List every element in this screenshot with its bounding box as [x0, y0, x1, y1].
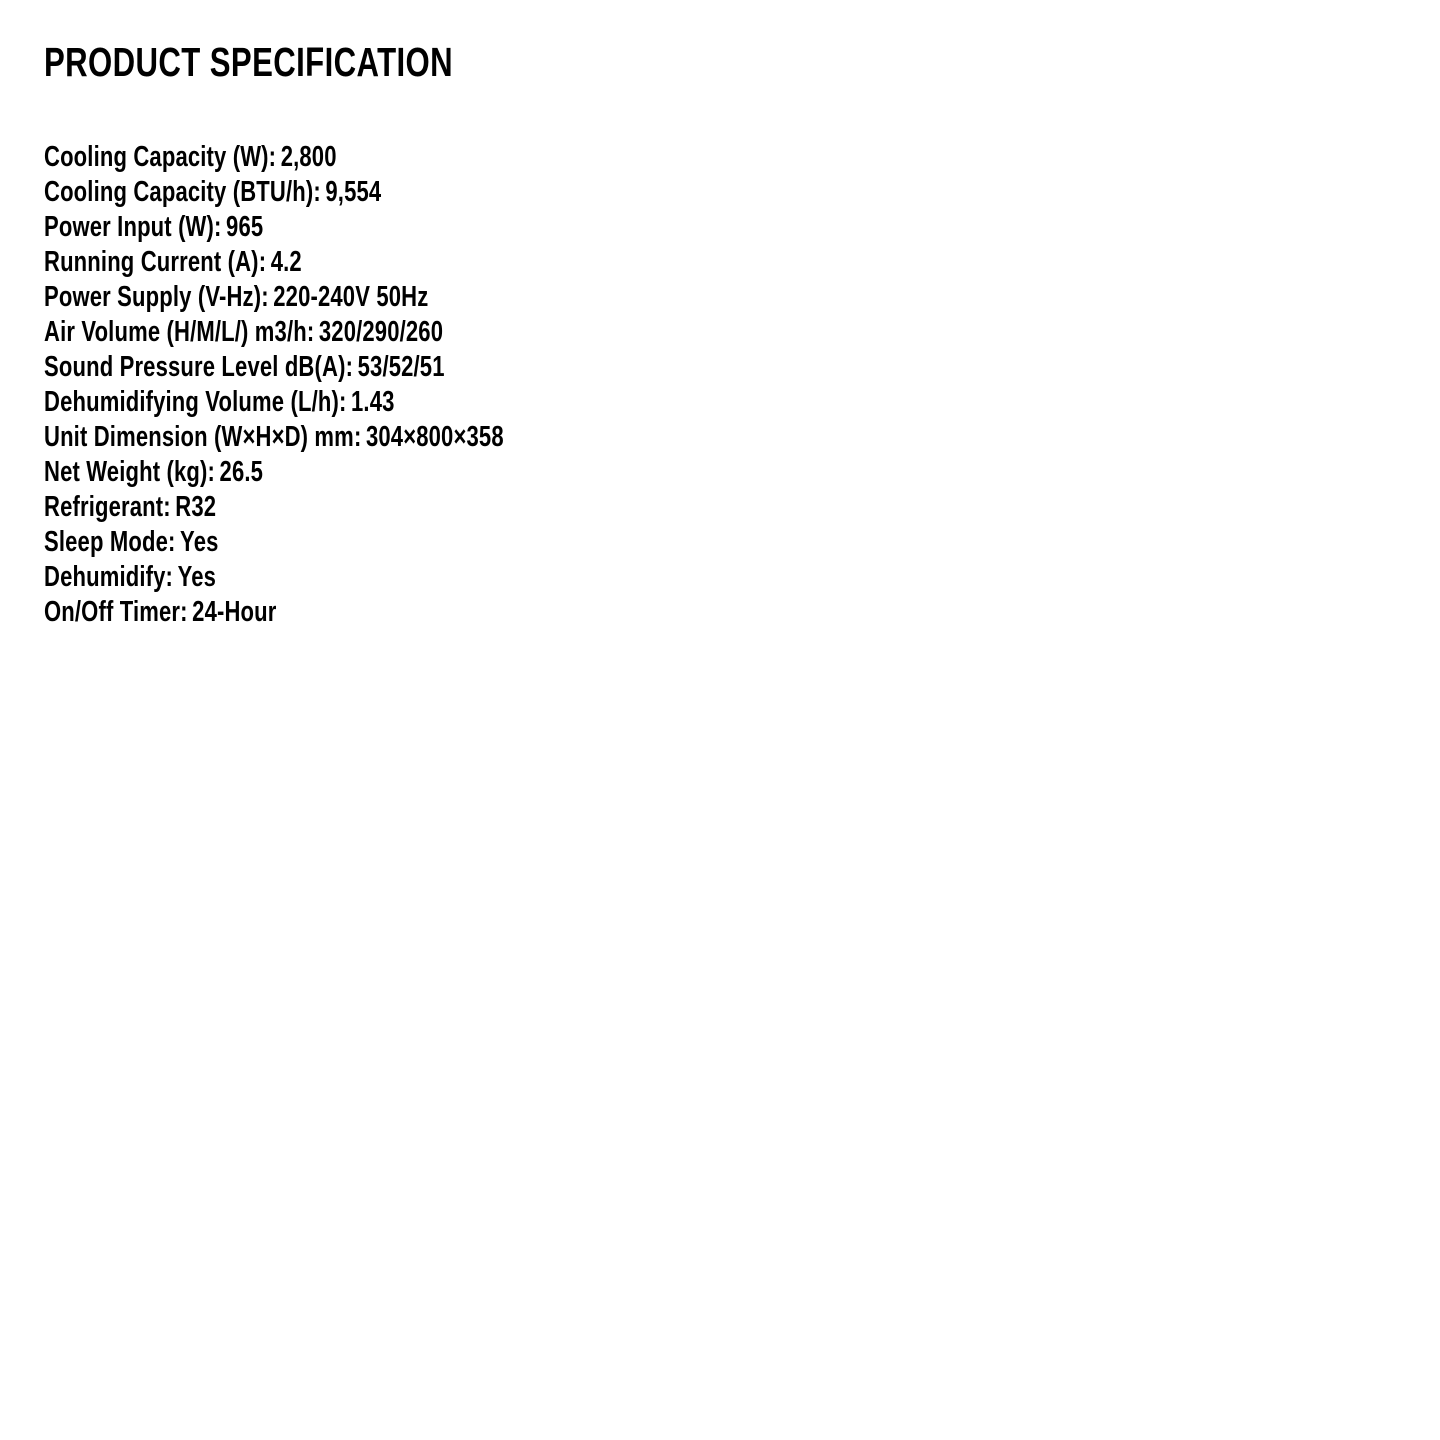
- spec-value: 304×800×358: [365, 421, 504, 453]
- spec-row: [44, 140, 1440, 175]
- spec-row-text: [44, 455, 263, 490]
- spec-separator: :: [306, 316, 315, 348]
- spec-row-text: [44, 315, 443, 350]
- spec-label: Unit Dimension (W×H×D) mm: [44, 421, 354, 453]
- spec-value: 26.5: [219, 456, 264, 488]
- spec-label: Cooling Capacity (BTU/h): [44, 176, 314, 208]
- spec-label: Net Weight (kg): [44, 456, 208, 488]
- spec-value: Yes: [180, 526, 219, 558]
- spec-separator: :: [353, 421, 362, 453]
- spec-row: [44, 560, 1440, 595]
- spec-label: Power Input (W): [44, 211, 215, 243]
- spec-value: 24-Hour: [192, 596, 277, 628]
- spec-label: Cooling Capacity (W): [44, 141, 269, 173]
- spec-row-text: [44, 140, 337, 175]
- spec-separator: :: [261, 281, 269, 313]
- spec-separator: :: [163, 491, 171, 523]
- spec-row: [44, 455, 1440, 490]
- spec-row: [44, 350, 1440, 385]
- spec-value: 965: [226, 211, 264, 243]
- spec-row-text: [44, 245, 302, 280]
- spec-row: [44, 245, 1440, 280]
- spec-row: [44, 525, 1440, 560]
- spec-row: [44, 490, 1440, 525]
- page-title-text: PRODUCT SPECIFICATION: [44, 39, 454, 85]
- spec-value: R32: [175, 491, 217, 523]
- spec-label: Sleep Mode: [44, 526, 168, 558]
- spec-label: Power Supply (V-Hz): [44, 281, 262, 313]
- page-title: [44, 40, 1440, 88]
- spec-value: 220-240V 50Hz: [273, 281, 429, 313]
- spec-row-text: [44, 525, 219, 560]
- spec-row: [44, 420, 1440, 455]
- spec-separator: :: [345, 351, 354, 383]
- spec-row: [44, 210, 1440, 245]
- spec-value: 320/290/260: [318, 316, 444, 348]
- spec-separator: :: [268, 141, 277, 173]
- spec-row: [44, 175, 1440, 210]
- spec-list: [44, 140, 1440, 630]
- spec-row: [44, 280, 1440, 315]
- spec-document: [0, 0, 1440, 630]
- spec-row: [44, 385, 1440, 420]
- spec-label: Air Volume (H/M/L/) m3/h: [44, 316, 307, 348]
- spec-row-text: [44, 350, 445, 385]
- spec-separator: :: [258, 246, 267, 278]
- spec-row-text: [44, 385, 395, 420]
- spec-value: 4.2: [270, 246, 302, 278]
- spec-row-text: [44, 280, 428, 315]
- spec-label: Refrigerant: [44, 491, 164, 523]
- spec-label: On/Off Timer: [44, 596, 181, 628]
- spec-row-text: [44, 210, 263, 245]
- spec-value: Yes: [177, 561, 217, 593]
- spec-row-text: [44, 560, 216, 595]
- spec-separator: :: [165, 561, 174, 593]
- spec-separator: :: [214, 211, 222, 243]
- spec-separator: :: [313, 176, 321, 208]
- spec-separator: :: [167, 526, 176, 558]
- spec-separator: :: [180, 596, 188, 628]
- spec-separator: :: [338, 386, 347, 418]
- spec-value: 9,554: [325, 176, 382, 208]
- spec-separator: :: [207, 456, 215, 488]
- spec-value: 1.43: [351, 386, 395, 418]
- spec-label: Running Current (A): [44, 246, 259, 278]
- spec-label: Sound Pressure Level dB(A): [44, 351, 346, 383]
- spec-label: Dehumidify: [44, 561, 166, 593]
- spec-row: [44, 595, 1440, 630]
- spec-row-text: [44, 420, 504, 455]
- spec-value: 2,800: [280, 141, 337, 173]
- spec-row-text: [44, 490, 216, 525]
- spec-value: 53/52/51: [357, 351, 445, 383]
- spec-row: [44, 315, 1440, 350]
- spec-label: Dehumidifying Volume (L/h): [44, 386, 339, 418]
- spec-row-text: [44, 595, 277, 630]
- spec-row-text: [44, 175, 381, 210]
